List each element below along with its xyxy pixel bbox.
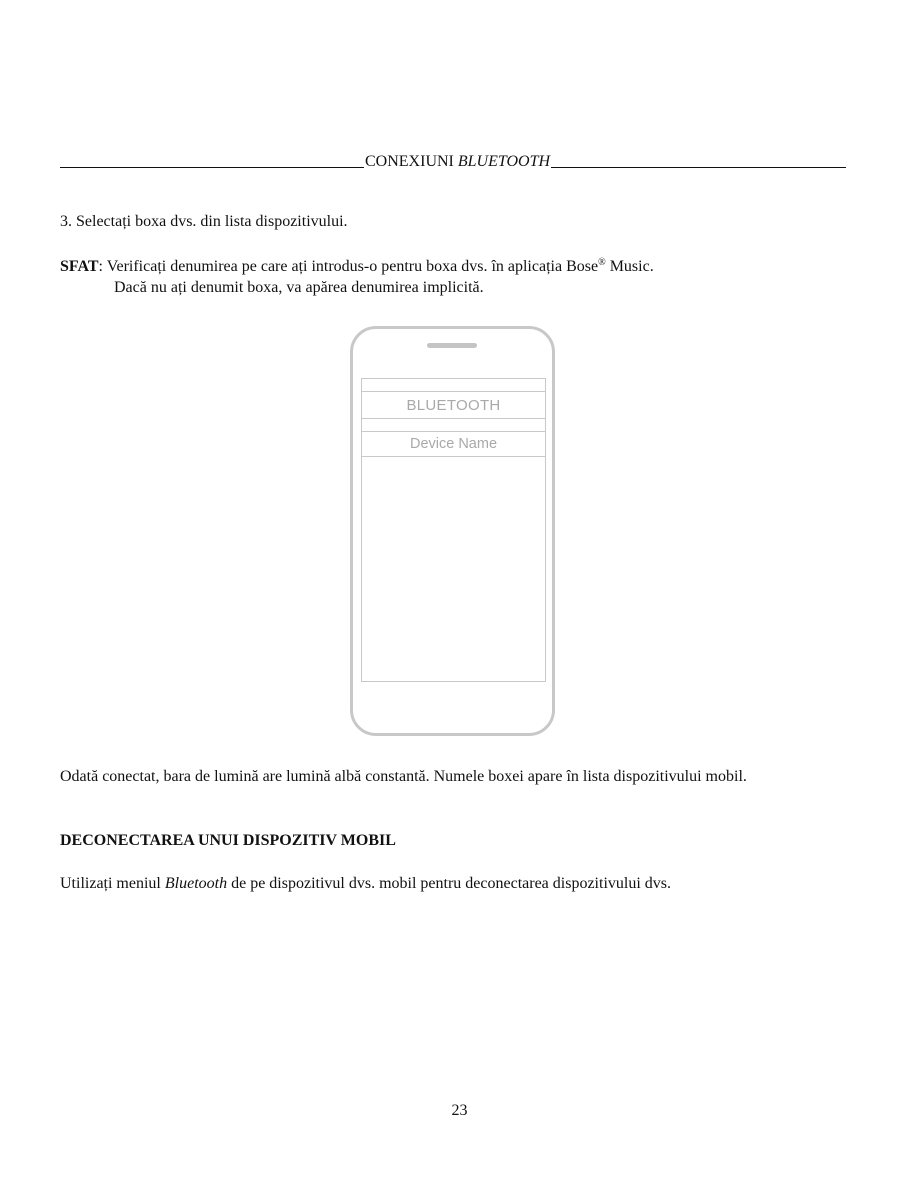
device-name-row: Device Name [361, 431, 546, 457]
phone-speaker [427, 343, 477, 348]
page-header [60, 150, 846, 172]
step-3-text: 3. Selectați boxa dvs. din lista dispozitivului. [60, 213, 348, 230]
tip-label: SFAT [60, 258, 99, 275]
tip-text-end: Music. [605, 258, 654, 275]
tip-text: : Verificați denumirea pe care ați introdus-o pentru boxa dvs. în aplicația Bose [98, 258, 599, 275]
header-rule-left [60, 167, 364, 168]
usage-italic: Bluetooth [164, 875, 228, 892]
header-title: CONEXIUNI BLUETOOTH [365, 153, 551, 170]
header-title-italic: BLUETOOTH [457, 153, 551, 170]
page-number: 23 [451, 1102, 468, 1119]
tip-line-2: Dacă nu ați denumit boxa, va apărea denumirea implicită. [114, 279, 484, 296]
bluetooth-list-header: BLUETOOTH [361, 391, 546, 419]
section-heading: DECONECTAREA UNUI DISPOZITIV MOBIL [60, 832, 396, 849]
list-separator [361, 418, 546, 432]
tip-line-1 [60, 257, 654, 277]
connected-text: Odată conectat, bara de lumină are lumină albă constantă. Numele boxei apare în lista dispozitivului mobil. [60, 768, 747, 785]
header-rule-right [551, 167, 846, 168]
registered-mark: ® [598, 257, 606, 268]
usage-text: Utilizați meniul Bluetooth de pe dispozitivul dvs. mobil pentru deconectarea dispozitivului dvs. [60, 875, 671, 892]
